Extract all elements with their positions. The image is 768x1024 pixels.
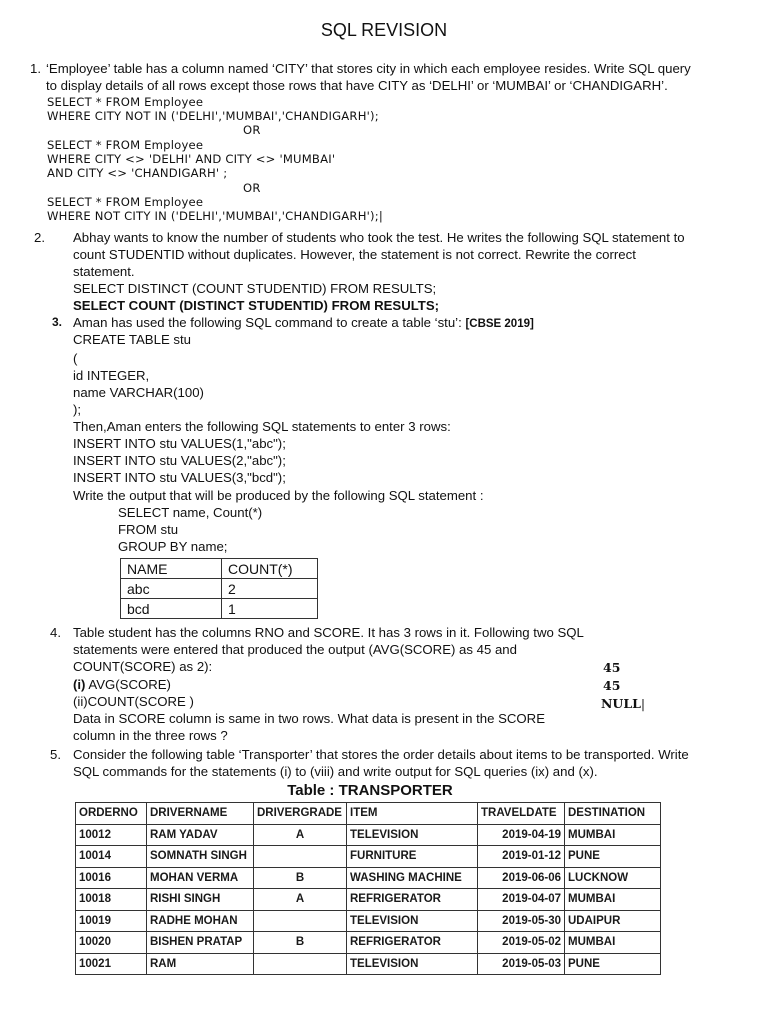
table-header-row [121, 559, 318, 579]
table-header-cell: NAME [121, 559, 222, 579]
q2-wrong-statement: SELECT DISTINCT (COUNT STUDENTID) FROM RESULTS; [73, 281, 437, 296]
q4-data-line-1: Data in SCORE column is same in two rows. What data is present in the SCORE [73, 711, 546, 726]
cell-drivername: RADHE MOHAN [147, 910, 254, 932]
cell-orderno: 10018 [76, 889, 147, 911]
cell-traveldate: 2019-05-02 [478, 932, 565, 954]
q3-then: Then,Aman enters the following SQL statements to enter 3 rows: [73, 419, 451, 434]
cell-drivername: MOHAN VERMA [147, 867, 254, 889]
q3-select-1: SELECT name, Count(*) [118, 505, 263, 520]
cell-drivergrade: B [254, 932, 347, 954]
cell-drivergrade [254, 846, 347, 868]
cell-orderno: 10012 [76, 824, 147, 846]
q4-number: 4. [50, 625, 61, 640]
cell-destination: UDAIPUR [565, 910, 661, 932]
table-cell: 1 [222, 599, 318, 619]
q3-create-3: id INTEGER, [73, 368, 150, 383]
q4-answer-3: NULL | [601, 696, 645, 711]
q1-code-3: SELECT * FROM Employee [47, 138, 204, 152]
q3-line-1: Aman has used the following SQL command to create a table ‘stu’: [CBSE 2019] [73, 315, 534, 330]
q2-answer: SELECT COUNT (DISTINCT STUDENTID) FROM RESULTS; [73, 298, 440, 313]
table-cell: abc [121, 579, 222, 599]
cell-item: FURNITURE [347, 846, 478, 868]
header-orderno: ORDERNO [76, 803, 147, 825]
q4-part-ii: (ii)COUNT(SCORE ) [73, 694, 194, 709]
q1-code-6: SELECT * FROM Employee [47, 195, 204, 209]
cell-orderno: 10014 [76, 846, 147, 868]
q4-line-2: statements were entered that produced the output (AVG(SCORE) as 45 and [73, 642, 517, 657]
cell-orderno: 10016 [76, 867, 147, 889]
q1-code-7: WHERE NOT CITY IN ('DELHI','MUMBAI','CHANDIGARH'); | [47, 209, 383, 223]
header-destination: DESTINATION [565, 803, 661, 825]
cell-destination: LUCKNOW [565, 867, 661, 889]
cell-drivername: BISHEN PRATAP [147, 932, 254, 954]
q3-create-4: name VARCHAR(100) [73, 385, 204, 400]
header-drivername: DRIVERNAME [147, 803, 254, 825]
cell-drivergrade [254, 910, 347, 932]
cell-drivergrade [254, 953, 347, 975]
q5-number: 5. [50, 747, 61, 762]
table-header-row [76, 803, 661, 825]
cell-drivergrade: B [254, 867, 347, 889]
table-row [76, 846, 661, 868]
table-row [121, 579, 318, 599]
q4-line-1: Table student has the columns RNO and SCORE. It has 3 rows in it. Following two SQL [73, 625, 584, 640]
cell-orderno: 10020 [76, 932, 147, 954]
q5-line-1: Consider the following table ‘Transporter’ that stores the order details about items to be transported. Write [73, 747, 689, 762]
q2-line-3: statement. [73, 264, 135, 279]
q2-number: 2. [34, 230, 45, 245]
cell-drivername: RAM [147, 953, 254, 975]
cell-traveldate: 2019-05-03 [478, 953, 565, 975]
cell-item: REFRIGERATOR [347, 889, 478, 911]
q1-number: 1. [30, 61, 41, 76]
transporter-table-body [76, 824, 661, 975]
q3-source-tag: [CBSE 2019] [465, 318, 534, 330]
q4-answer-1: 45 [603, 660, 621, 675]
q1-code-2: WHERE CITY NOT IN ('DELHI','MUMBAI','CHANDIGARH'); [47, 109, 379, 123]
transporter-table-title: Table : TRANSPORTER [287, 782, 453, 799]
table-row [76, 932, 661, 954]
cell-drivername: RISHI SINGH [147, 889, 254, 911]
cell-traveldate: 2019-06-06 [478, 867, 565, 889]
q4-data-line-2: column in the three rows ? [73, 728, 228, 743]
header-traveldate: TRAVELDATE [478, 803, 565, 825]
table-cell: bcd [121, 599, 222, 619]
q3-create-5: ); [73, 402, 82, 417]
cell-drivername: RAM YADAV [147, 824, 254, 846]
q3-write: Write the output that will be produced by the following SQL statement : [73, 488, 484, 503]
cell-traveldate: 2019-05-30 [478, 910, 565, 932]
q3-insert-2: INSERT INTO stu VALUES(2,"abc"); [73, 453, 286, 468]
table-row [76, 910, 661, 932]
table-header-cell: COUNT(*) [222, 559, 318, 579]
q3-create-2: ( [73, 351, 78, 366]
q4-answer-2: 45 [603, 678, 621, 693]
cell-orderno: 10021 [76, 953, 147, 975]
table-cell: 2 [222, 579, 318, 599]
q2-line-1: Abhay wants to know the number of students who took the test. He writes the following SQL statement to [73, 230, 685, 245]
cell-drivergrade: A [254, 889, 347, 911]
cell-destination: MUMBAI [565, 932, 661, 954]
header-drivergrade: DRIVERGRADE [254, 803, 347, 825]
cell-drivername: SOMNATH SINGH [147, 846, 254, 868]
cell-destination: MUMBAI [565, 889, 661, 911]
q3-insert-1: INSERT INTO stu VALUES(1,"abc"); [73, 436, 286, 451]
q1-or-2: OR [243, 181, 261, 195]
cell-traveldate: 2019-01-12 [478, 846, 565, 868]
cell-orderno: 10019 [76, 910, 147, 932]
q4-line-3: COUNT(SCORE) as 2): [73, 659, 213, 674]
cell-traveldate: 2019-04-19 [478, 824, 565, 846]
cell-item: REFRIGERATOR [347, 932, 478, 954]
q3-select-3: GROUP BY name; [118, 539, 228, 554]
cell-traveldate: 2019-04-07 [478, 889, 565, 911]
q1-line-2: to display details of all rows except those rows that have CITY as ‘DELHI’ or ‘MUMBAI’ or ‘CHANDIGARH’. [46, 78, 668, 93]
cell-destination: MUMBAI [565, 824, 661, 846]
q3-output-table [120, 558, 318, 619]
cell-item: TELEVISION [347, 910, 478, 932]
q3-number: 3. [52, 315, 63, 329]
table-row [76, 953, 661, 975]
cell-item: TELEVISION [347, 953, 478, 975]
q2-line-2: count STUDENTID without duplicates. However, the statement is not correct. Rewrite the correct [73, 247, 636, 262]
table-row [76, 824, 661, 846]
q1-line-1: ‘Employee’ table has a column named ‘CITY’ that stores city in which each employee resides. Write SQL query [46, 61, 691, 76]
header-item: ITEM [347, 803, 478, 825]
cell-item: TELEVISION [347, 824, 478, 846]
cell-destination: PUNE [565, 846, 661, 868]
table-row [121, 599, 318, 619]
page-title: SQL REVISION [320, 20, 448, 40]
q4-part-i: (i) AVG(SCORE) [73, 677, 171, 692]
cell-destination: PUNE [565, 953, 661, 975]
q1-code-5: AND CITY <> 'CHANDIGARH' ; [47, 166, 228, 180]
q3-create-1: CREATE TABLE stu [73, 332, 191, 347]
cell-drivergrade: A [254, 824, 347, 846]
table-row [76, 867, 661, 889]
q1-or-1: OR [243, 123, 261, 137]
q3-select-2: FROM stu [118, 522, 179, 537]
cell-item: WASHING MACHINE [347, 867, 478, 889]
q5-line-2: SQL commands for the statements (i) to (viii) and write output for SQL queries (ix) and (x). [73, 764, 598, 779]
transporter-table [75, 802, 661, 975]
q3-insert-3: INSERT INTO stu VALUES(3,"bcd"); [73, 470, 286, 485]
q1-code-1: SELECT * FROM Employee [47, 95, 204, 109]
table-row [76, 889, 661, 911]
q1-code-4: WHERE CITY <> 'DELHI' AND CITY <> 'MUMBAI' [47, 152, 336, 166]
